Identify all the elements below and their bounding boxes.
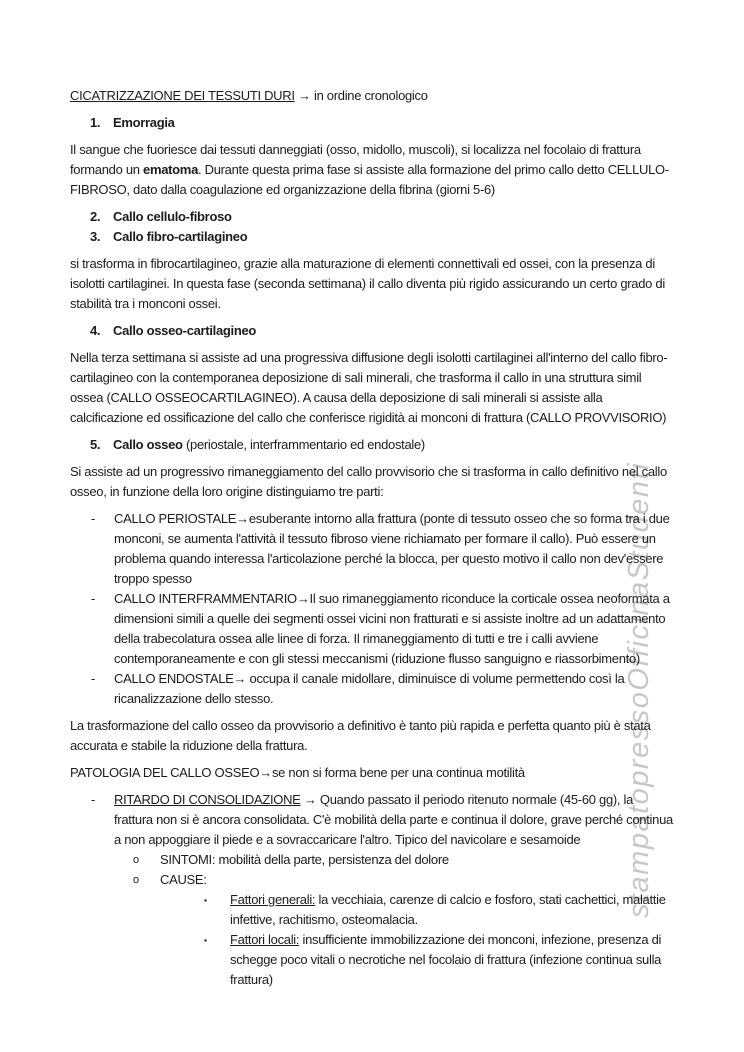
list-marker: 3. [90, 229, 101, 244]
list-marker: o [133, 854, 139, 866]
square-item [70, 930, 674, 990]
text-run: → in ordine cronologico [294, 88, 428, 103]
text-run: Callo osseo-cartilagineo [113, 323, 257, 338]
text-run: → Quando passato il periodo ritenuto normale (45-60 gg), la frattura non si è ancora consolidata. C'è mobilità della parte e continua il dolore, grave perché continua a non appoggiare il piede e a sovraccaricare l'altro. Tipico del navicolare e sesamoide [114, 792, 673, 847]
text-run: CAUSE: [160, 872, 207, 887]
list-marker: ▪ [204, 935, 207, 945]
text-run: (periostale, interframmentario ed endostale) [182, 437, 425, 452]
text-run: ematoma [143, 162, 198, 177]
dash-item [70, 790, 674, 850]
numbered-item [70, 227, 674, 247]
watermark: stampatopressoOfficinaStudenti [623, 461, 655, 918]
text-run: Callo fibro-cartilagineo [113, 229, 248, 244]
numbered-item [70, 113, 674, 133]
text-run: insufficiente immobilizzazione dei monconi, infezione, presenza di schegge poco vitali o necrotiche nel focolaio di frattura (infezione continua sulla frattura) [230, 932, 662, 987]
paragraph [70, 462, 674, 502]
dash-item [70, 509, 674, 589]
list-marker: 1. [90, 115, 101, 130]
list-text [230, 890, 674, 930]
list-marker: ▪ [204, 895, 207, 905]
list-text [113, 435, 674, 455]
paragraph [70, 348, 674, 428]
document-body [70, 86, 674, 990]
numbered-item [70, 435, 674, 455]
paragraph [70, 763, 674, 783]
text-run: Il sangue che fuoriesce dai tessuti danneggiati (osso, midollo, muscoli), si localizza nel focolaio di frattura formando un [70, 142, 641, 177]
list-marker: o [133, 874, 139, 886]
text-run: Fattori locali: [230, 932, 300, 947]
text-run: la vecchiaia, carenze di calcio e fosforo, stati cachettici, malattie infettive, rachitismo, osteomalacia. [230, 892, 666, 927]
list-marker: 5. [90, 437, 101, 452]
text-run: Callo osseo [113, 437, 183, 452]
list-marker: - [91, 792, 96, 807]
paragraph [70, 254, 674, 314]
list-text [114, 589, 674, 669]
list-text [114, 790, 674, 850]
heading [70, 86, 674, 106]
paragraph [70, 140, 674, 200]
list-text [160, 850, 674, 870]
text-run: PATOLOGIA DEL CALLO OSSEO→se non si forma bene per una continua motilità [70, 765, 525, 780]
text-run: La trasformazione del callo osseo da provvisorio a definitivo è tanto più rapida e perfetta quanto più è stata accurata e stabile la riduzione della frattura. [70, 718, 651, 753]
circle-item [70, 850, 674, 870]
list-marker: 2. [90, 209, 101, 224]
text-run: SINTOMI: mobilità della parte, persistenza del dolore [160, 852, 449, 867]
list-marker: - [91, 591, 96, 606]
paragraph [70, 716, 674, 756]
list-marker: - [91, 671, 96, 686]
circle-item [70, 870, 674, 890]
text-run: CALLO PERIOSTALE→esuberante intorno alla frattura (ponte di tessuto osseo che so forma tra i due monconi, se aumenta l'attività il tessuto fibroso viene richiamato per formare il callo). Può essere un problema quando interessa l'articolazione perché la blocca, per questo motivo il callo non dev'essere troppo spesso [114, 511, 670, 586]
numbered-item [70, 321, 674, 341]
list-text [113, 113, 674, 133]
dash-item [70, 669, 674, 709]
text-run: si trasforma in fibrocartilagineo, grazie alla maturazione di elementi connettivali ed ossei, con la presenza di isolotti cartilaginei. In questa fase (seconda settimana) il callo diventa più rigido assicurando un certo grado di stabilità tra i monconi ossei. [70, 256, 665, 311]
text-run: Callo cellulo-fibroso [113, 209, 232, 224]
list-marker: 4. [90, 323, 101, 338]
text-run: Fattori generali: [230, 892, 316, 907]
text-run: CICATRIZZAZIONE DEI TESSUTI DURI [70, 88, 295, 103]
text-run: Nella terza settimana si assiste ad una progressiva diffusione degli isolotti cartilaginei all'interno del callo fibro-cartilagineo con la contemporanea deposizione di sali minerali, che trasforma il callo in una struttura simil ossea (CALLO OSSEOCARTILAGINEO). A causa della deposizione di sali minerali si assiste alla calcificazione ed ossificazione del callo che conferisce rigidità ai monconi di frattura (CALLO PROVVISORIO) [70, 350, 668, 425]
dash-item [70, 589, 674, 669]
list-text [113, 321, 674, 341]
text-run: Si assiste ad un progressivo rimaneggiamento del callo provvisorio che si trasforma in callo definitivo nel callo osseo, in funzione della loro origine distinguiamo tre parti: [70, 464, 667, 499]
list-text [160, 870, 674, 890]
list-marker: - [91, 511, 96, 526]
text-run: . Durante questa prima fase si assiste alla formazione del primo callo detto CELLULO-FIBROSO, dato dalla coagulazione ed organizzazione della fibrina (giorni 5-6) [70, 162, 669, 197]
list-text [114, 509, 674, 589]
text-run: RITARDO DI CONSOLIDAZIONE [114, 792, 301, 807]
numbered-item [70, 207, 674, 227]
text-run: Emorragia [113, 115, 175, 130]
text-run: CALLO ENDOSTALE→ occupa il canale midollare, diminuisce di volume permettendo così la ricanalizzazione dello stesso. [114, 671, 625, 706]
text-run: CALLO INTERFRAMMENTARIO→Il suo rimaneggiamento riconduce la corticale ossea neoformata a dimensioni simili a quelle dei segmenti ossei vicini non fratturati e si assiste inoltre ad un adattamento della trabecolatura ossea alle linee di forza. Il rimaneggiamento di tutti e tre i calli avviene contemporaneamente e con gli stessi meccanismi (riduzione flusso sanguigno e riassorbimento) [114, 591, 670, 666]
list-text [114, 669, 674, 709]
square-item [70, 890, 674, 930]
list-text [113, 207, 674, 227]
list-text [113, 227, 674, 247]
list-text [230, 930, 674, 990]
